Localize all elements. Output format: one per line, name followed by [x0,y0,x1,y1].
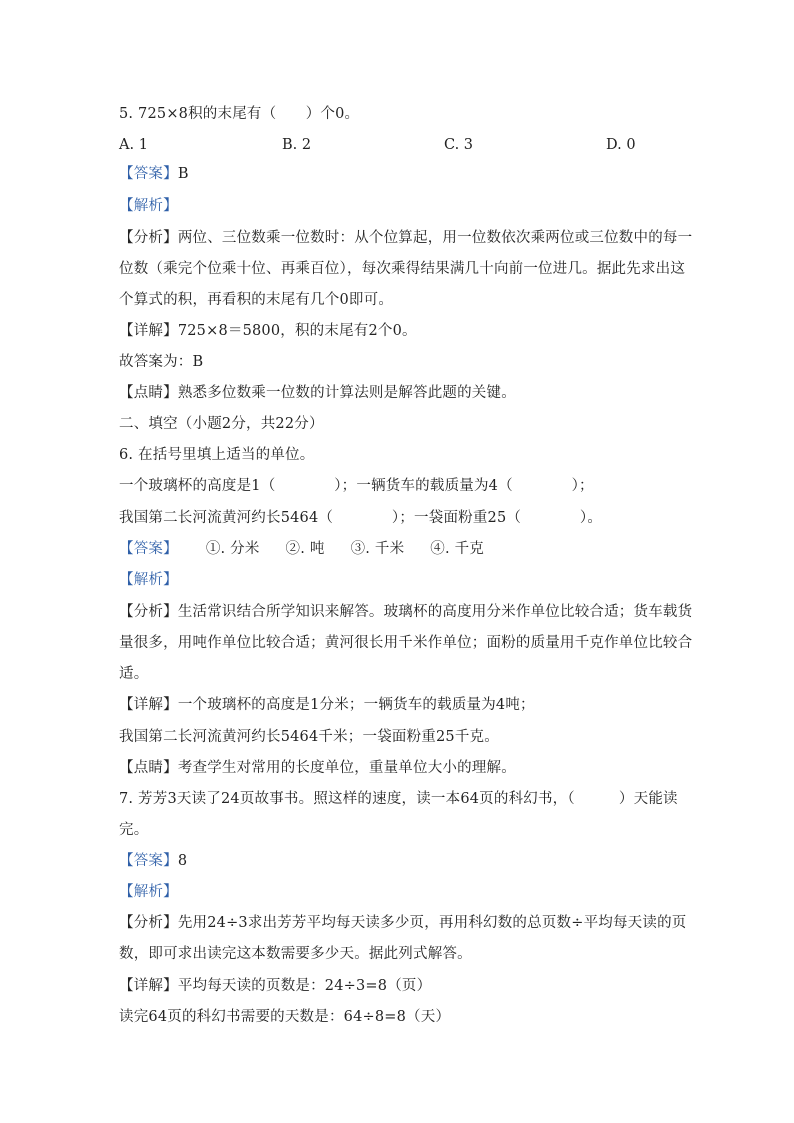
q7-xiangjie-1 [119,976,431,996]
q5-xiangjie [119,321,417,341]
q7-fenxi-2: 数，即可求出读完这本数需要多少天。据此列式解答。 [119,946,472,962]
q6-answer [119,539,484,559]
q6-stem: 6. 在括号里填上适当的单位。 [119,447,315,463]
fenxi-tag: 【分析】 [119,230,178,246]
q5-conclusion: 故答案为：B [119,354,204,370]
answer-tag: 【答案】 [119,541,178,557]
fenxi-tag: 【分析】 [119,915,178,931]
q7-xiangjie-2: 读完64页的科幻书需要的天数是：64÷8=8（天） [119,1009,451,1025]
xiangjie-tag: 【详解】 [119,323,178,339]
q7-stem-2: 完。 [119,822,149,838]
q6-dianjing-text: 考查学生对常用的长度单位，重量单位大小的理解。 [177,760,516,776]
answer-tag: 【答案】 [119,853,178,869]
q6-fenxi-3: 适。 [119,666,149,682]
q6-xiangjie-1 [119,695,535,715]
q5-option-d: D. 0 [606,137,636,153]
q5-xiangjie-text: 725×8＝5800，积的末尾有2个0。 [177,323,417,339]
dianjing-tag: 【点睛】 [119,385,178,401]
q6-answer-3: ③. 千米 [350,541,405,557]
q5-answer [119,164,189,184]
q6-fenxi-1 [119,602,692,622]
q7-answer [119,851,187,871]
q6-xiangjie-text-1: 一个玻璃杯的高度是1分米；一辆货车的载质量为4吨； [177,697,535,713]
q6-dianjing [119,758,516,778]
q6-fenxi-2: 量很多，用吨作单位比较合适；黄河很长用千米作单位；面粉的质量用千克作单位比较合 [119,635,693,651]
q7-fenxi-1 [119,913,687,933]
q7-fenxi-text-1: 先用24÷3求出芳芳平均每天读多少页，再用科幻数的总页数÷平均每天读的页 [177,915,687,931]
q7-analysis-tag: 【解析】 [119,884,178,900]
section-title: 二、填空（小题2分，共22分） [119,416,324,432]
q7-xiangjie-text-1: 平均每天读的页数是：24÷3=8（页） [177,978,432,994]
q5-option-c: C. 3 [444,137,474,153]
q5-analysis-tag: 【解析】 [119,198,178,214]
q5-dianjing [119,383,516,403]
q6-answer-2: ②. 吨 [285,541,325,557]
q5-option-a: A. 1 [119,137,148,153]
q7-answer-value: 8 [177,853,188,869]
q6-analysis-tag: 【解析】 [119,572,178,588]
q5-fenxi-text-1: 两位、三位数乘一位数时：从个位算起，用一位数依次乘两位或三位数中的每一 [177,230,693,246]
q5-fenxi-3: 个算式的积，再看积的末尾有几个0即可。 [119,292,394,308]
xiangjie-tag: 【详解】 [119,978,178,994]
q6-xiangjie-2: 我国第二长河流黄河约长5464千米；一袋面粉重25千克。 [119,729,499,745]
q7-stem-1: 7. 芳芳3天读了24页故事书。照这样的速度，读一本64页的科幻书，（ ）天能读 [119,791,678,807]
q5-answer-value: B [177,166,189,182]
q5-fenxi-1 [119,228,692,248]
dianjing-tag: 【点睛】 [119,760,178,776]
fenxi-tag: 【分析】 [119,604,178,620]
q5-fenxi-2: 位数（乘完个位乘十位、再乘百位），每次乘得结果满几十向前一位进几。据此先求出这 [119,261,686,277]
q6-answer-1: ①. 分米 [205,541,260,557]
q6-line-2: 我国第二长河流黄河约长5464（ ）；一袋面粉重25（ ）。 [119,510,603,526]
q5-option-b: B. 2 [282,137,312,153]
q6-answer-4: ④. 千克 [430,541,484,557]
q5-stem: 5. 725×8积的末尾有（ ）个0。 [119,106,360,122]
xiangjie-tag: 【详解】 [119,697,178,713]
answer-tag: 【答案】 [119,166,178,182]
q6-line-1: 一个玻璃杯的高度是1（ ）；一辆货车的载质量为4（ ）； [119,478,594,494]
q6-fenxi-text-1: 生活常识结合所学知识来解答。玻璃杯的高度用分米作单位比较合适；货车载货 [177,604,693,620]
q5-dianjing-text: 熟悉多位数乘一位数的计算法则是解答此题的关键。 [177,385,516,401]
